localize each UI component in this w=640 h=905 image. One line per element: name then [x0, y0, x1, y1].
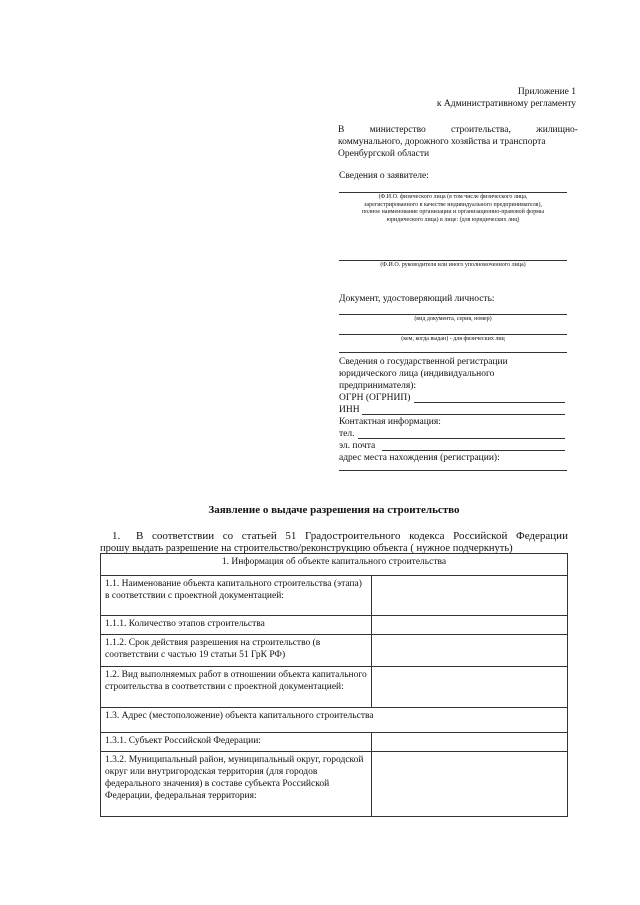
addressee-line3: Оренбургской области	[338, 149, 430, 159]
object-info-table	[100, 553, 568, 817]
registration-line2: юридического лица (индивидуального	[339, 369, 495, 379]
table-header: 1. Информация об объекте капитального строительства	[101, 554, 568, 576]
row-value[interactable]	[372, 752, 568, 817]
id-document-line[interactable]	[339, 314, 567, 315]
row-value[interactable]	[372, 635, 568, 667]
table-row	[101, 576, 568, 616]
table-row	[101, 733, 568, 752]
table-row	[101, 635, 568, 667]
table-row	[101, 616, 568, 635]
appendix-line2: к Административному регламенту	[436, 99, 576, 109]
row-label: 1.1.2. Срок действия разрешения на строительство (в соответствии с частью 19 статьи 51 ГрК РФ)	[101, 635, 372, 667]
table-row	[101, 708, 568, 733]
phone-field[interactable]	[358, 438, 565, 439]
paragraph-line1: В соответствии со статьей 51 Градостроительного кодекса Российской Федерации	[136, 530, 568, 542]
table-header-row	[101, 554, 568, 576]
paragraph-number: 1.	[112, 530, 121, 542]
row-label: 1.1.1. Количество этапов строительства	[101, 616, 372, 635]
representative-line[interactable]	[339, 260, 567, 261]
inn-label: ИНН	[339, 405, 360, 415]
address-label: адрес места нахождения (регистрации):	[339, 453, 500, 463]
id-document-caption: (вид документа, серия, номер)	[414, 316, 492, 322]
row-label: 1.2. Вид выполняемых работ в отношении объекта капитального строительства в соответствии с проектной документацией:	[101, 667, 372, 708]
row-label: 1.1. Наименование объекта капитального строительства (этапа) в соответствии с проектной документацией:	[101, 576, 372, 616]
phone-label: тел.	[339, 429, 355, 439]
inn-field[interactable]	[362, 414, 565, 415]
contact-label: Контактная информация:	[339, 417, 441, 427]
ogrn-field[interactable]	[414, 402, 565, 403]
statement-title: Заявление о выдаче разрешения на строительство	[208, 504, 460, 516]
row-value[interactable]	[372, 616, 568, 635]
id-issued-line[interactable]	[339, 334, 567, 335]
table-row	[101, 667, 568, 708]
paragraph-line2: прошу выдать разрешение на строительство/реконструкцию объекта ( нужное подчеркнуть)	[100, 543, 513, 554]
row-value[interactable]	[372, 576, 568, 616]
registration-line1: Сведения о государственной регистрации	[339, 357, 508, 367]
row-label-full: 1.3. Адрес (местоположение) объекта капитального строительства	[101, 708, 568, 733]
registration-line3: предпринимателя):	[339, 381, 417, 391]
addressee-line2: коммунального, дорожного хозяйства и транспорта	[338, 137, 546, 147]
addressee-line1: В министерство строительства, жилищно-	[338, 125, 578, 135]
row-value[interactable]	[372, 733, 568, 752]
representative-caption: (Ф.И.О. руководителя или иного уполномоченного лица)	[380, 262, 526, 268]
ogrn-label: ОГРН (ОГРНИП)	[339, 393, 411, 403]
row-label: 1.3.1. Субъект Российской Федерации:	[101, 733, 372, 752]
email-label: эл. почта	[339, 441, 376, 451]
applicant-caption: (Ф.И.О. физического лица (в том числе физического лица, зарегистрированного в качестве индивидуального предпринимателя), полное наименование организации и организационно-правовой формы юридического лица) в лице: (для юридических лиц)	[362, 194, 544, 223]
id-document-label: Документ, удостоверяющий личность:	[339, 294, 495, 304]
row-label: 1.3.2. Муниципальный район, муниципальный округ, городской округ или внутригородская территория (для городов федерального значения) в составе субъекта Российской Федерации, федеральная территория:	[101, 752, 372, 817]
email-field[interactable]	[382, 450, 565, 451]
id-issued-caption: (кем, когда выдан) - для физических лиц	[401, 336, 505, 342]
separator-line	[339, 352, 567, 353]
applicant-name-line[interactable]	[339, 192, 567, 193]
appendix-line1: Приложение 1	[517, 87, 576, 97]
row-value[interactable]	[372, 667, 568, 708]
table-row	[101, 752, 568, 817]
applicant-heading: Сведения о заявителе:	[339, 171, 429, 181]
address-field[interactable]	[339, 470, 567, 471]
